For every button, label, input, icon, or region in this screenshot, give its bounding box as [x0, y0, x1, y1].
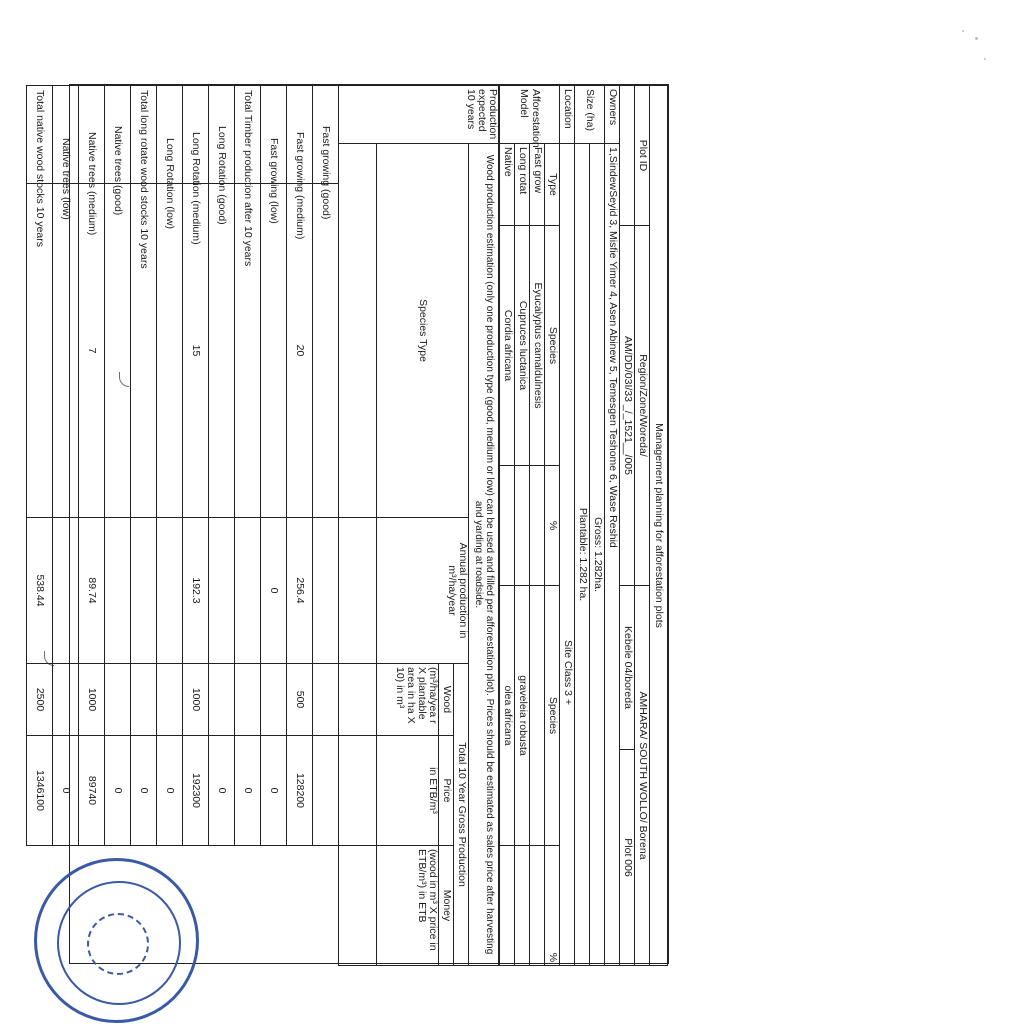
model-species-fast: Eyucalyptus camaldulnesis [530, 226, 545, 466]
plot-number: Plot 006 [620, 750, 635, 966]
annual-production-header: Annual production in m³/ha/year [377, 518, 469, 664]
row-label: Long Rotation (medium) [183, 86, 209, 184]
row-annual: 7 [79, 184, 105, 518]
row-price [209, 664, 235, 736]
row-annual [209, 184, 235, 518]
row-price [105, 664, 131, 736]
wood-header: Wood [439, 664, 454, 736]
row-money [313, 736, 339, 846]
region-value: AMHARA/ SOUTH WOLLO/ Borena [635, 586, 650, 966]
size-label: Size (ha) [575, 86, 605, 144]
species-type-header: Species Type [377, 144, 469, 518]
price-description: in ETB/m³ [377, 736, 439, 846]
production-row [131, 86, 157, 966]
production-row [79, 86, 105, 966]
row-label: Fast growing (medium) [287, 86, 313, 184]
row-label: Long Rotation (good) [209, 86, 235, 184]
production-row [27, 86, 53, 966]
row-money: 0 [235, 736, 261, 846]
row-price [131, 664, 157, 736]
production-table [26, 85, 499, 966]
row-label: Total long rotate wood stocks 10 years [131, 86, 157, 184]
header-table [499, 85, 668, 966]
row-price [157, 664, 183, 736]
type-header: Type [545, 144, 560, 226]
money-description: (wood in m³ X price in ETB/m³) in ETB [377, 846, 439, 966]
price-header: Price [439, 736, 454, 846]
official-seal-stamp [34, 858, 199, 1023]
model-type-fast: Fast grow [530, 144, 545, 226]
row-wood: 538.44 [27, 518, 53, 664]
row-wood: 256.4 [287, 518, 313, 664]
form-title: Management planning for afforestation plots [650, 86, 668, 966]
production-label: Production expected 10 years [339, 86, 499, 144]
afforestation-model-label: Afforestation Model [500, 86, 560, 144]
production-row [53, 86, 79, 966]
row-annual: 20 [287, 184, 313, 518]
model-species2-native: olea africana [500, 586, 515, 846]
production-row [235, 86, 261, 966]
row-annual [157, 184, 183, 518]
row-label: Native trees (medium) [79, 86, 105, 184]
row-price: 1000 [183, 664, 209, 736]
total-gross-header: Total 10 Year Gross Production [454, 664, 469, 966]
production-row [313, 86, 339, 966]
percent-header: % [545, 466, 560, 586]
row-label: Fast growing (low) [261, 86, 287, 184]
row-money: 0 [53, 736, 79, 846]
production-rows [27, 86, 339, 966]
row-wood [235, 518, 261, 664]
species-header-2: Species [545, 586, 560, 846]
row-price: 2500 [27, 664, 53, 736]
row-label: Native trees (good) [105, 86, 131, 184]
model-species2-long: graveleia robusta [515, 586, 530, 846]
model-type-native: Native [500, 144, 515, 226]
row-price [261, 664, 287, 736]
owners-label: Owners [605, 86, 620, 144]
production-row [209, 86, 235, 966]
row-annual [261, 184, 287, 518]
row-wood: 192.3 [183, 518, 209, 664]
row-label: Total Timber production after 10 years [235, 86, 261, 184]
row-annual [313, 184, 339, 518]
row-money: 128200 [287, 736, 313, 846]
production-row [183, 86, 209, 966]
row-price [313, 664, 339, 736]
size-gross: Gross: 1.282ha. [590, 144, 605, 966]
model-species-long: Cupruces luctanica [515, 226, 530, 466]
kebele-value: Kebele 04/boreda [620, 586, 635, 750]
row-money: 1346100 [27, 736, 53, 846]
production-row [261, 86, 287, 966]
management-planning-form [34, 84, 669, 964]
row-label: Native trees (low) [53, 86, 79, 184]
money-header: Money [439, 846, 454, 966]
row-annual [53, 184, 79, 518]
location-label: Location [560, 86, 575, 144]
row-price [235, 664, 261, 736]
row-annual: 15 [183, 184, 209, 518]
row-wood [313, 518, 339, 664]
row-money: 0 [261, 736, 287, 846]
region-label: Region/Zone/Woreda/ [635, 226, 650, 586]
production-note: Wood production estimation (only one production type (good, medium or low) can be used and filled per afforestation plot). Prices should be estimated as sales price after harvesting and yarding at roadside. [469, 144, 499, 966]
production-row [105, 86, 131, 966]
site-class: Site Class 3 + [560, 144, 575, 966]
row-money: 89740 [79, 736, 105, 846]
row-wood: 89.74 [79, 518, 105, 664]
plot-id-label: Plot ID [635, 86, 650, 226]
plot-id-value: AM/DD/03I/33 _/_1521__/005 [620, 226, 635, 586]
row-wood [157, 518, 183, 664]
row-wood: 0 [261, 518, 287, 664]
row-price [53, 664, 79, 736]
production-row [287, 86, 313, 966]
row-label: Fast growing (good) [313, 86, 339, 184]
row-annual [105, 184, 131, 518]
row-money: 0 [209, 736, 235, 846]
production-row [157, 86, 183, 966]
row-label: Long Rotation (low) [157, 86, 183, 184]
row-money: 192300 [183, 736, 209, 846]
row-money: 0 [105, 736, 131, 846]
row-price: 1000 [79, 664, 105, 736]
row-money: 0 [157, 736, 183, 846]
row-label: Total native wood stocks 10 years [27, 86, 53, 184]
wood-description: (m³/ha/yea r X plantable area in ha X 10) in m³ [377, 664, 439, 736]
model-species-native: Cordia africana [500, 226, 515, 466]
row-wood [105, 518, 131, 664]
row-wood [53, 518, 79, 664]
row-wood [131, 518, 157, 664]
model-type-long: Long rotat [515, 144, 530, 226]
row-price: 500 [287, 664, 313, 736]
species-header: Species [545, 226, 560, 466]
row-wood [209, 518, 235, 664]
row-money: 0 [131, 736, 157, 846]
percent-header-2: % [545, 846, 560, 966]
size-plantable: Plantable: 1.282 ha. [575, 144, 590, 966]
owners-value: 1,SindewSeyid 3, Misfie Yimer 4, Asen Abinew 5, Temesgen Teshome 6, Wase Reshid [605, 144, 620, 966]
